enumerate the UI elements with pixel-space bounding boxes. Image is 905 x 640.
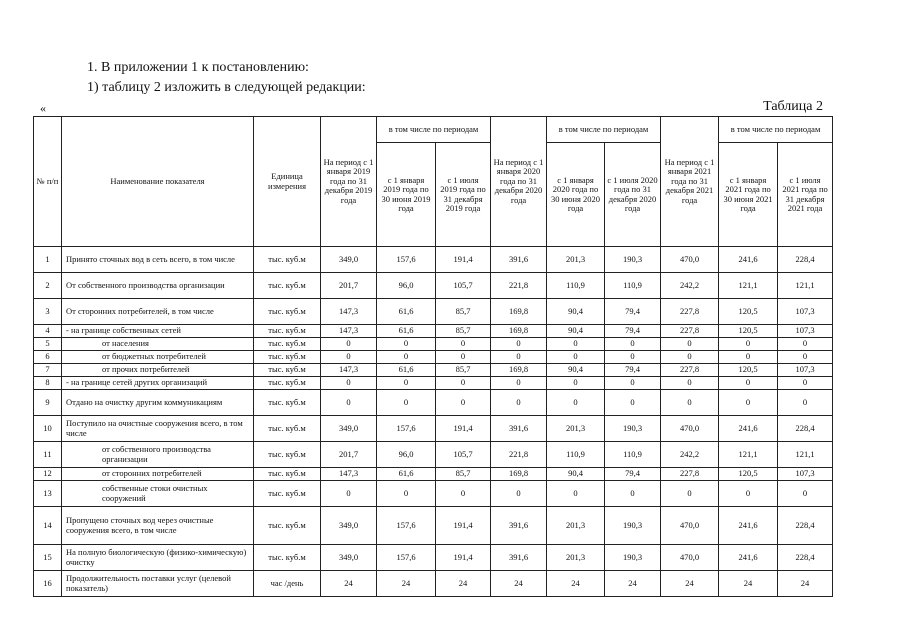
- row-value: 0: [661, 390, 719, 416]
- row-value: 0: [436, 390, 491, 416]
- row-value: 0: [547, 351, 605, 364]
- row-value: 201,3: [547, 416, 605, 442]
- row-value: 85,7: [436, 468, 491, 481]
- row-value: 96,0: [377, 442, 436, 468]
- row-value: 0: [719, 338, 778, 351]
- row-value: 24: [547, 571, 605, 597]
- header-unit: Единица измерения: [254, 117, 321, 247]
- row-value: 227,8: [661, 364, 719, 377]
- header-period-2021: На период с 1 января 2021 года по 31 декабря 2021 года: [661, 117, 719, 247]
- row-value: 24: [436, 571, 491, 597]
- row-name: от населения: [62, 338, 254, 351]
- row-value: 0: [321, 377, 377, 390]
- row-value: 201,3: [547, 545, 605, 571]
- row-value: 391,6: [491, 545, 547, 571]
- row-value: 0: [605, 481, 661, 507]
- row-value: 121,1: [778, 273, 833, 299]
- row-value: 24: [661, 571, 719, 597]
- row-value: 242,2: [661, 273, 719, 299]
- row-name: Отдано на очистку другим коммуникациям: [62, 390, 254, 416]
- row-value: 105,7: [436, 442, 491, 468]
- row-value: 228,4: [778, 507, 833, 545]
- row-name: Пропущено сточных вод через очистные сооружения всего, в том числе: [62, 507, 254, 545]
- row-value: 0: [377, 351, 436, 364]
- header-incl-2021: в том числе по периодам: [719, 117, 833, 143]
- row-value: 190,3: [605, 507, 661, 545]
- row-name: Поступило на очистные сооружения всего, в том числе: [62, 416, 254, 442]
- row-value: 0: [377, 338, 436, 351]
- row-value: 61,6: [377, 364, 436, 377]
- row-value: 470,0: [661, 247, 719, 273]
- row-value: 105,7: [436, 273, 491, 299]
- row-unit: тыс. куб.м: [254, 377, 321, 390]
- row-value: 157,6: [377, 247, 436, 273]
- row-value: 0: [547, 390, 605, 416]
- row-value: 110,9: [605, 273, 661, 299]
- row-value: 201,3: [547, 247, 605, 273]
- row-value: 191,4: [436, 507, 491, 545]
- row-number: 7: [34, 364, 62, 377]
- row-value: 120,5: [719, 364, 778, 377]
- opening-quote: «: [40, 101, 46, 115]
- table-body: [34, 247, 833, 597]
- row-value: 227,8: [661, 325, 719, 338]
- row-value: 221,8: [491, 442, 547, 468]
- row-number: 13: [34, 481, 62, 507]
- row-name: Продолжительность поставки услуг (целевой показатель): [62, 571, 254, 597]
- row-value: 221,8: [491, 273, 547, 299]
- header-num: № п/п: [34, 117, 62, 247]
- row-value: 85,7: [436, 364, 491, 377]
- row-value: 61,6: [377, 468, 436, 481]
- row-value: 241,6: [719, 545, 778, 571]
- row-value: 0: [377, 481, 436, 507]
- row-value: 0: [436, 377, 491, 390]
- row-unit: тыс. куб.м: [254, 442, 321, 468]
- header-h2-2021: с 1 июля 2021 года по 31 декабря 2021 года: [778, 143, 833, 247]
- row-value: 0: [605, 338, 661, 351]
- row-unit: тыс. куб.м: [254, 351, 321, 364]
- row-name: от бюджетных потребителей: [62, 351, 254, 364]
- row-value: 0: [321, 338, 377, 351]
- row-value: 107,3: [778, 325, 833, 338]
- row-value: 0: [605, 377, 661, 390]
- row-number: 9: [34, 390, 62, 416]
- table-row: [34, 468, 833, 481]
- row-value: 0: [321, 481, 377, 507]
- row-value: 90,4: [547, 468, 605, 481]
- row-value: 391,6: [491, 416, 547, 442]
- row-unit: тыс. куб.м: [254, 416, 321, 442]
- row-value: 241,6: [719, 416, 778, 442]
- row-value: 107,3: [778, 364, 833, 377]
- table-row: [34, 247, 833, 273]
- row-value: 90,4: [547, 299, 605, 325]
- row-value: 0: [719, 481, 778, 507]
- row-value: 349,0: [321, 545, 377, 571]
- row-unit: тыс. куб.м: [254, 481, 321, 507]
- row-value: 0: [719, 390, 778, 416]
- row-name: от сторонних потребителей: [62, 468, 254, 481]
- row-value: 169,8: [491, 325, 547, 338]
- row-unit: тыс. куб.м: [254, 338, 321, 351]
- row-number: 6: [34, 351, 62, 364]
- row-number: 8: [34, 377, 62, 390]
- row-value: 147,3: [321, 364, 377, 377]
- row-name: От собственного производства организации: [62, 273, 254, 299]
- intro-line-1: 1. В приложении 1 к постановлению:: [87, 60, 309, 75]
- row-value: 0: [377, 377, 436, 390]
- row-value: 24: [605, 571, 661, 597]
- row-unit: тыс. куб.м: [254, 390, 321, 416]
- row-unit: тыс. куб.м: [254, 273, 321, 299]
- row-value: 0: [321, 390, 377, 416]
- row-value: 121,1: [719, 273, 778, 299]
- row-name: от собственного производства организации: [62, 442, 254, 468]
- row-value: 0: [491, 338, 547, 351]
- row-value: 0: [778, 481, 833, 507]
- row-value: 24: [719, 571, 778, 597]
- row-value: 90,4: [547, 364, 605, 377]
- row-value: 0: [778, 390, 833, 416]
- row-value: 0: [778, 377, 833, 390]
- row-value: 349,0: [321, 507, 377, 545]
- table-row: [34, 351, 833, 364]
- indicators-table: [33, 116, 833, 597]
- row-value: 147,3: [321, 468, 377, 481]
- row-value: 120,5: [719, 468, 778, 481]
- row-value: 107,3: [778, 299, 833, 325]
- row-unit: тыс. куб.м: [254, 545, 321, 571]
- row-value: 96,0: [377, 273, 436, 299]
- table-row: [34, 364, 833, 377]
- row-value: 121,1: [778, 442, 833, 468]
- row-value: 79,4: [605, 468, 661, 481]
- row-value: 169,8: [491, 364, 547, 377]
- row-unit: тыс. куб.м: [254, 507, 321, 545]
- row-name: собственные стоки очистных сооружений: [62, 481, 254, 507]
- row-value: 0: [377, 390, 436, 416]
- row-value: 79,4: [605, 299, 661, 325]
- row-value: 24: [778, 571, 833, 597]
- row-value: 0: [719, 377, 778, 390]
- row-value: 349,0: [321, 416, 377, 442]
- row-name: - на границе собственных сетей: [62, 325, 254, 338]
- header-period-2020: На период с 1 января 2020 года по 31 декабря 2020 года: [491, 117, 547, 247]
- row-value: 242,2: [661, 442, 719, 468]
- table-row: [34, 338, 833, 351]
- row-number: 12: [34, 468, 62, 481]
- row-value: 61,6: [377, 299, 436, 325]
- row-value: 85,7: [436, 299, 491, 325]
- row-value: 0: [491, 377, 547, 390]
- row-number: 11: [34, 442, 62, 468]
- row-unit: час /день: [254, 571, 321, 597]
- row-value: 0: [436, 351, 491, 364]
- row-value: 391,6: [491, 507, 547, 545]
- row-value: 0: [547, 377, 605, 390]
- row-number: 10: [34, 416, 62, 442]
- row-value: 241,6: [719, 507, 778, 545]
- row-unit: тыс. куб.м: [254, 325, 321, 338]
- row-number: 5: [34, 338, 62, 351]
- row-value: 190,3: [605, 416, 661, 442]
- row-value: 147,3: [321, 299, 377, 325]
- intro-line-2: 1) таблицу 2 изложить в следующей редакции:: [87, 80, 366, 95]
- row-value: 85,7: [436, 325, 491, 338]
- table-row: [34, 390, 833, 416]
- row-value: 110,9: [547, 442, 605, 468]
- row-value: 0: [778, 351, 833, 364]
- table-row: [34, 545, 833, 571]
- row-name: На полную биологическую (физико-химическую) очистку: [62, 545, 254, 571]
- row-value: 0: [719, 351, 778, 364]
- row-unit: тыс. куб.м: [254, 299, 321, 325]
- table-row: [34, 571, 833, 597]
- row-value: 228,4: [778, 247, 833, 273]
- row-value: 61,6: [377, 325, 436, 338]
- row-value: 79,4: [605, 364, 661, 377]
- row-value: 241,6: [719, 247, 778, 273]
- row-unit: тыс. куб.м: [254, 468, 321, 481]
- header-h2-2019: с 1 июля 2019 года по 31 декабря 2019 года: [436, 143, 491, 247]
- row-value: 0: [661, 377, 719, 390]
- table-label: Таблица 2: [763, 99, 823, 114]
- row-number: 15: [34, 545, 62, 571]
- header-h1-2019: с 1 января 2019 года по 30 июня 2019 года: [377, 143, 436, 247]
- header-h1-2020: с 1 января 2020 года по 30 июня 2020 года: [547, 143, 605, 247]
- row-value: 470,0: [661, 545, 719, 571]
- row-value: 191,4: [436, 545, 491, 571]
- row-value: 227,8: [661, 299, 719, 325]
- row-value: 24: [377, 571, 436, 597]
- header-incl-2020: в том числе по периодам: [547, 117, 661, 143]
- row-value: 157,6: [377, 545, 436, 571]
- row-value: 190,3: [605, 247, 661, 273]
- row-value: 227,8: [661, 468, 719, 481]
- row-name: Принято сточных вод в сеть всего, в том числе: [62, 247, 254, 273]
- row-value: 228,4: [778, 545, 833, 571]
- row-value: 0: [547, 338, 605, 351]
- row-value: 391,6: [491, 247, 547, 273]
- row-value: 201,3: [547, 507, 605, 545]
- table-row: [34, 507, 833, 545]
- row-value: 0: [605, 390, 661, 416]
- header-incl-2019: в том числе по периодам: [377, 117, 491, 143]
- row-value: 0: [436, 338, 491, 351]
- row-number: 4: [34, 325, 62, 338]
- row-value: 24: [491, 571, 547, 597]
- table-row: [34, 325, 833, 338]
- header-period-2019: На период с 1 января 2019 года по 31 декабря 2019 года: [321, 117, 377, 247]
- table-row: [34, 442, 833, 468]
- row-name: - на границе сетей других организаций: [62, 377, 254, 390]
- header-h1-2021: с 1 января 2021 года по 30 июня 2021 года: [719, 143, 778, 247]
- header-h2-2020: с 1 июля 2020 года по 31 декабря 2020 года: [605, 143, 661, 247]
- row-value: 0: [661, 481, 719, 507]
- row-number: 14: [34, 507, 62, 545]
- row-value: 0: [491, 390, 547, 416]
- row-value: 110,9: [547, 273, 605, 299]
- row-value: 90,4: [547, 325, 605, 338]
- row-value: 121,1: [719, 442, 778, 468]
- row-value: 0: [661, 351, 719, 364]
- table-row: [34, 273, 833, 299]
- row-value: 24: [321, 571, 377, 597]
- row-value: 470,0: [661, 416, 719, 442]
- row-value: 157,6: [377, 416, 436, 442]
- row-value: 190,3: [605, 545, 661, 571]
- row-value: 228,4: [778, 416, 833, 442]
- row-value: 201,7: [321, 273, 377, 299]
- row-name: От сторонних потребителей, в том числе: [62, 299, 254, 325]
- row-value: 147,3: [321, 325, 377, 338]
- row-value: 0: [778, 338, 833, 351]
- row-value: 191,4: [436, 247, 491, 273]
- row-number: 16: [34, 571, 62, 597]
- row-value: 120,5: [719, 325, 778, 338]
- row-value: 0: [547, 481, 605, 507]
- row-value: 470,0: [661, 507, 719, 545]
- row-value: 157,6: [377, 507, 436, 545]
- row-value: 169,8: [491, 468, 547, 481]
- row-number: 2: [34, 273, 62, 299]
- row-value: 110,9: [605, 442, 661, 468]
- header-name: Наименование показателя: [62, 117, 254, 247]
- row-value: 107,3: [778, 468, 833, 481]
- row-value: 0: [491, 481, 547, 507]
- table-row: [34, 416, 833, 442]
- row-value: 120,5: [719, 299, 778, 325]
- row-value: 0: [491, 351, 547, 364]
- table-row: [34, 377, 833, 390]
- row-number: 1: [34, 247, 62, 273]
- row-unit: тыс. куб.м: [254, 247, 321, 273]
- row-value: 0: [605, 351, 661, 364]
- row-value: 79,4: [605, 325, 661, 338]
- row-value: 201,7: [321, 442, 377, 468]
- table-row: [34, 481, 833, 507]
- row-number: 3: [34, 299, 62, 325]
- row-value: 349,0: [321, 247, 377, 273]
- row-value: 0: [436, 481, 491, 507]
- row-value: 169,8: [491, 299, 547, 325]
- row-unit: тыс. куб.м: [254, 364, 321, 377]
- row-value: 0: [321, 351, 377, 364]
- table-row: [34, 299, 833, 325]
- row-value: 191,4: [436, 416, 491, 442]
- row-value: 0: [661, 338, 719, 351]
- row-name: от прочих потребителей: [62, 364, 254, 377]
